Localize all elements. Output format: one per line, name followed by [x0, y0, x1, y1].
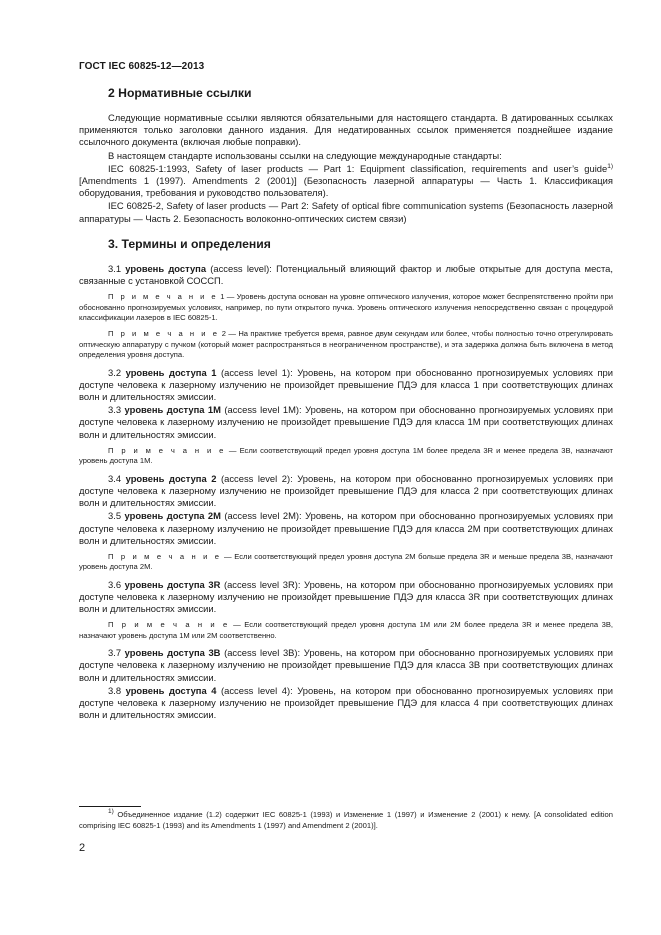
term-name: уровень доступа — [125, 262, 207, 274]
term-definition: (access level 3B): Уровень, на котором при обоснованно прогнозируемых условиях при доступе человека к лазерному излучению не произойдет превышение ПДЭ для класса 3В при соответствующих длинах волн и длительностях эмиссии. — [79, 647, 613, 683]
term-3-3 — [79, 404, 613, 441]
note-3 — [79, 446, 613, 467]
footnote-separator — [79, 806, 141, 807]
term-3-5 — [79, 510, 613, 547]
term-definition: (access level 1M): Уровень, на котором при обоснованно прогнозируемых условиях при доступе человека к лазерному излучению не произойдет превышение ПДЭ для класса 1М при соответствующих длинах волн и длительностях эмиссии. — [79, 404, 613, 440]
term-3-7 — [79, 647, 613, 684]
paragraph: Следующие нормативные ссылки являются обязательными для настоящего стандарта. В датированных ссылках применяются только заголовки данного издания. Для недатированных ссылок применяется позднейшее издание ссылочного документа (включая любые поправки). — [79, 112, 613, 148]
term-number: 3.3 — [108, 404, 125, 416]
reference-iec-60825-2: IEC 60825-2, Safety of laser products — Part 2: Safety of optical fibre communication systems (Безопасность лазерной аппаратуры — Часть 2. Безопасность волоконно-оптических систем связи) — [79, 200, 613, 224]
note-label: П р и м е ч а н и е — [108, 445, 226, 455]
note-text: — Если соответствующий предел уровня доступа 1М или 2М более предела 3R и менее предела 3В, назначают уровень доступа 1М или 2М соответственно. — [79, 620, 613, 640]
term-name: уровень доступа 3R — [124, 578, 221, 590]
term-name: уровень доступа 2 — [125, 472, 217, 484]
note-number: 2 — [221, 329, 226, 339]
reference-text: [Amendments 1 (1997). Amendments 2 (2001)] (Безопасность лазерной аппаратуры — Часть 1. Классификация оборудования, требования и руководство пользователя). — [79, 175, 613, 199]
note-text: — Уровень доступа основан на уровне оптического излучения, которое может беспрепятственно пройти при обоснованно прогнозируемых условиях, например, по пути открытого пучка. Уровень оптического излучения непосредственно связан с процедурой классификации лазеров в IEC 60825-1. — [79, 292, 613, 323]
term-number: 3.4 — [108, 472, 126, 484]
note-text: — Если соответствующий предел уровня доступа 2М больше предела 3R и меньше предела 3В, назначают уровень доступа 2М. — [79, 551, 614, 572]
note-label: П р и м е ч а н и е — [108, 551, 222, 561]
term-name: уровень доступа 1 — [125, 366, 217, 378]
footnote-text: Объединенное издание (1.2) содержит IEC 60825-1 (1993) и Изменение 1 (1997) и Изменение 2 (2001) к нему. [A consolidated edition comprising IEC 60825-1 (1993) and its Amendments 1 (1997) and Amendment 2 (2001)]. — [79, 810, 613, 830]
term-number: 3.6 — [108, 578, 125, 590]
term-definition: (access level 1): Уровень, на котором при обоснованно прогнозируемых условиях при доступе человека к лазерному излучению не произойдет превышение ПДЭ для класса 1 при соответствующих длинах волн и длительностях эмиссии. — [79, 366, 613, 403]
term-number: 3.2 — [108, 366, 126, 378]
term-3-8 — [79, 685, 613, 722]
term-name: уровень доступа 4 — [125, 684, 217, 696]
note-label: П р и м е ч а н и е — [108, 620, 230, 630]
term-number: 3.1 — [108, 262, 126, 274]
reference-text: IEC 60825-1:1993, Safety of laser products — Part 1: Equipment classification, requirements and user’s guide — [108, 162, 608, 174]
footnote — [79, 810, 613, 831]
section-2-title: 2 Нормативные ссылки — [108, 86, 252, 100]
note-text: — На практике требуется время, равное двум секундам или более, чтобы полностью точно отрегулировать оптическую аппаратуру с пучком (который может распространяться в неограниченном пространстве), и эта задержка должна быть включена в метод определения уровня доступа. — [79, 329, 613, 360]
term-definition: (access level 2M): Уровень, на котором при обоснованно прогнозируемых условиях при доступе человека к лазерному излучению не произойдет превышение ПДЭ для класса 2М при соответствующих длинах волн и длительностях эмиссии. — [79, 510, 613, 546]
term-definition: (access level): Потенциальный влияющий фактор и любые открытые для доступа места, связанные с установкой СОССП. — [79, 262, 613, 287]
reference-iec-60825-1 — [79, 163, 613, 200]
note-number: 1 — [220, 292, 225, 302]
page-content — [79, 84, 613, 722]
note-4 — [79, 552, 613, 573]
term-definition: (access level 4): Уровень, на котором при обоснованно прогнозируемых условиях при доступе человека к лазерному излучению не произойдет превышение ПДЭ для класса 4 при соответствующих длинах волн и длительностях эмиссии. — [79, 684, 613, 721]
paragraph: В настоящем стандарте использованы ссылки на следующие международные стандарты: — [108, 149, 502, 161]
term-definition: (access level 2): Уровень, на котором при обоснованно прогнозируемых условиях при доступе человека к лазерному излучению не произойдет превышение ПДЭ для класса 2 при соответствующих длинах волн и длительностях эмиссии. — [79, 472, 613, 509]
term-number: 3.8 — [108, 684, 126, 696]
term-3-1 — [79, 263, 613, 287]
footnote-ref: 1) — [607, 162, 613, 170]
term-name: уровень доступа 3B — [124, 647, 221, 659]
term-number: 3.7 — [108, 647, 125, 659]
note-1 — [79, 292, 613, 323]
document-header: ГОСТ IEC 60825-12—2013 — [79, 61, 205, 72]
page-number: 2 — [79, 842, 86, 854]
note-2 — [79, 329, 613, 360]
term-3-4 — [79, 473, 613, 510]
note-5 — [79, 620, 613, 641]
term-name: уровень доступа 1М — [124, 404, 221, 416]
footnote-mark: 1) — [108, 808, 114, 815]
note-label: П р и м е ч а н и е — [108, 329, 220, 339]
note-label: П р и м е ч а н и е — [108, 292, 219, 302]
term-name: уровень доступа 2М — [124, 510, 221, 522]
term-definition: (access level 3R): Уровень, на котором при обоснованно прогнозируемых условиях при доступе человека к лазерному излучению не произойдет превышение ПДЭ для класса 3R при соответствующих длинах волн и длительностях эмиссии. — [79, 578, 613, 615]
note-text: — Если соответствующий предел уровня доступа 1М более предела 3R и менее предела 3В, назначают уровень доступа 1М. — [79, 445, 613, 466]
term-3-6 — [79, 579, 613, 616]
term-number: 3.5 — [108, 510, 125, 522]
section-3-title: 3. Термины и определения — [108, 236, 271, 251]
term-3-2 — [79, 367, 613, 404]
